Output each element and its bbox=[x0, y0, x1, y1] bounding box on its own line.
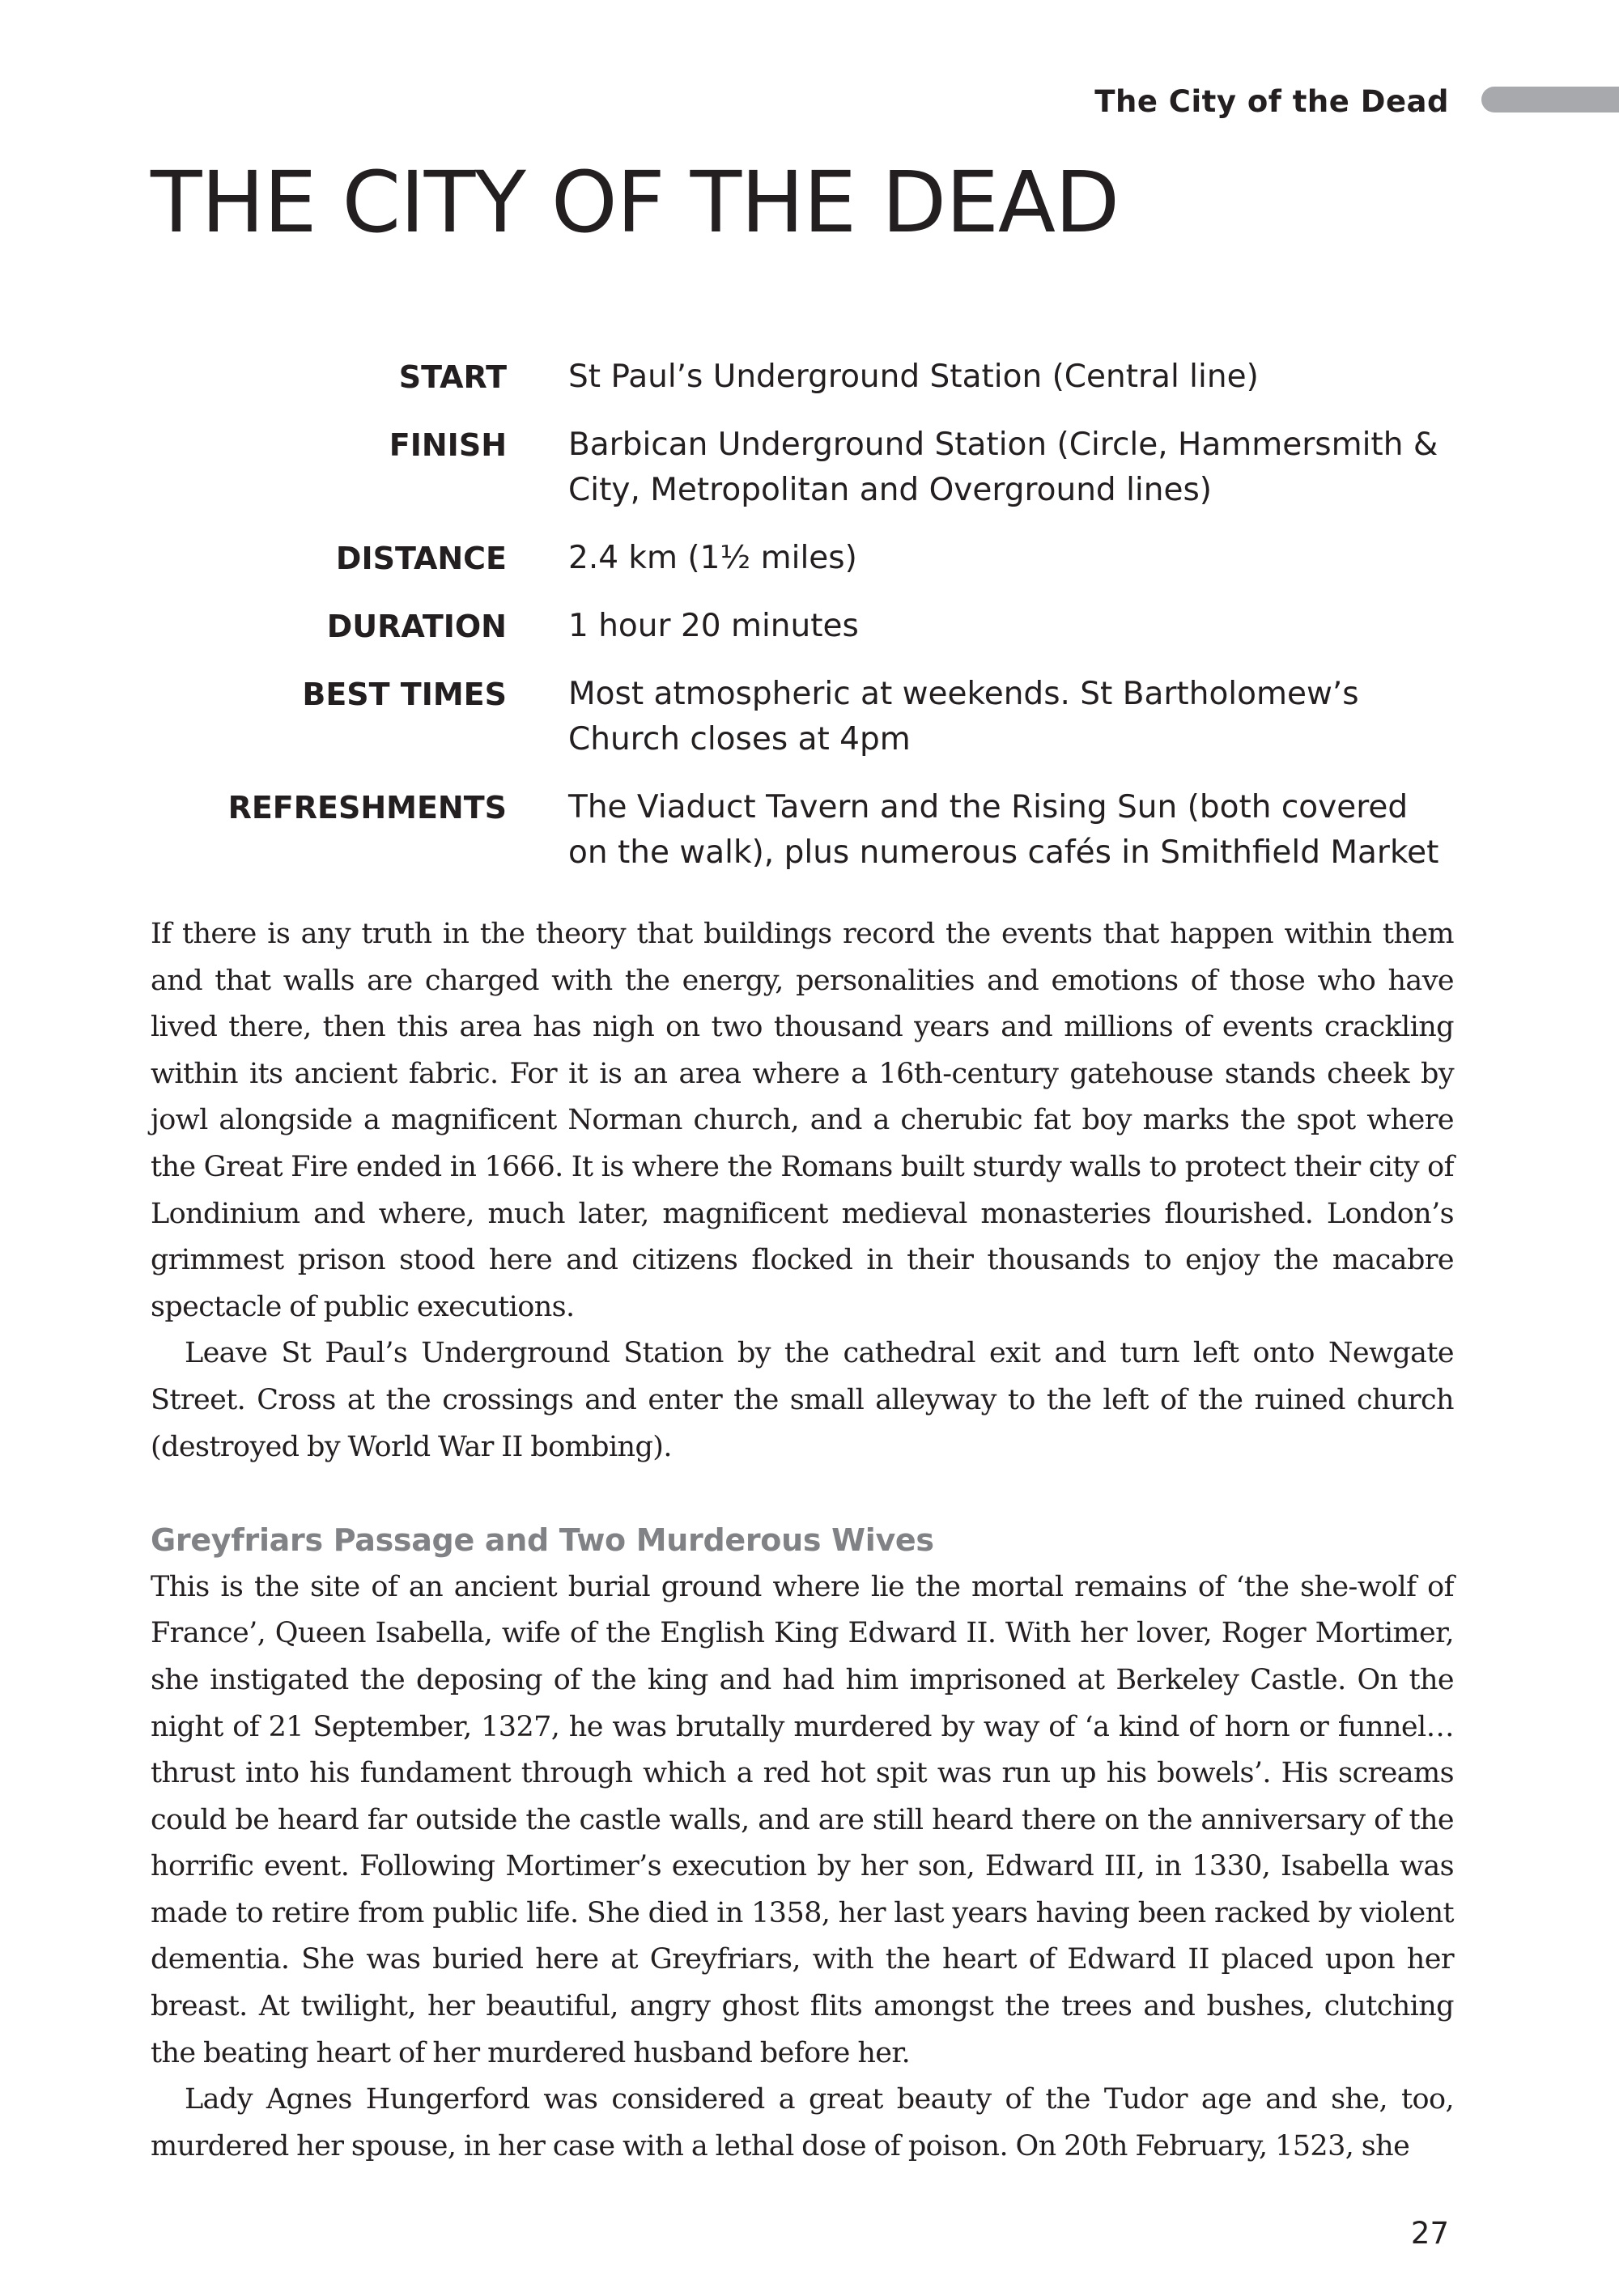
finish-value: Barbican Underground Station (Circle, Hammersmith & City, Metropolitan and Overground lines) bbox=[568, 427, 1438, 508]
walk-info-row-distance bbox=[151, 536, 1454, 581]
walk-info-table bbox=[151, 354, 1454, 898]
start-label: START bbox=[398, 359, 507, 395]
section-paragraph: This is the site of an ancient burial ground where lie the mortal remains of ‘the she-wolf of France’, Queen Isabella, wife of the English King Edward II. With her lover, Roger Mortimer, she instigated the deposing of the king and had him imprisoned at Berkeley Castle. On the night of 21 September, 1327, he was brutally murdered by way of ‘a kind of horn or funnel… thrust into his fundament through which a red hot spit was run up his bowels’. His screams could be heard far outside the castle walls, and are still heard there on the anniversary of the horrific event. Following Mortimer’s execution by her son, Edward III, in 1330, Isabella was made to retire from public life. She died in 1358, her last years having been racked by violent dementia. She was buried here at Greyfriars, with the heart of Edward II placed upon her breast. At twilight, her beautiful, angry ghost flits amongst the trees and bushes, clutching the beating heart of her murdered husband before her. bbox=[151, 1570, 1454, 2069]
refreshments-label: REFRESHMENTS bbox=[227, 790, 507, 825]
distance-label: DISTANCE bbox=[335, 541, 507, 576]
distance-value: 2.4 km (1½ miles) bbox=[568, 540, 857, 576]
start-value: St Paul’s Underground Station (Central line) bbox=[568, 359, 1259, 395]
page-number: 27 bbox=[1410, 2216, 1449, 2251]
running-head: The City of the Dead bbox=[1094, 84, 1449, 119]
refreshments-value: The Viaduct Tavern and the Rising Sun (both covered on the walk), plus numerous cafés in Smithfield Market bbox=[568, 789, 1439, 871]
walk-info-row-finish bbox=[151, 422, 1454, 513]
finish-label: FINISH bbox=[389, 427, 507, 463]
chapter-title: THE CITY OF THE DEAD bbox=[151, 153, 1120, 252]
walk-info-row-best-times bbox=[151, 672, 1454, 762]
duration-label: DURATION bbox=[326, 609, 507, 644]
walk-info-row-duration bbox=[151, 604, 1454, 649]
best-times-label: BEST TIMES bbox=[302, 677, 507, 712]
walk-info-row-start bbox=[151, 354, 1454, 400]
body-text bbox=[151, 911, 1454, 2170]
chapter-tab-marker bbox=[1481, 87, 1619, 112]
section-paragraph: Lady Agnes Hungerford was considered a great beauty of the Tudor age and she, too, murdered her spouse, in her case with a lethal dose of poison. On 20th February, 1523, she bbox=[151, 2083, 1454, 2162]
duration-value: 1 hour 20 minutes bbox=[568, 608, 859, 644]
directions-paragraph: Leave St Paul’s Underground Station by the cathedral exit and turn left onto Newgate Street. Cross at the crossings and enter the small alleyway to the left of the ruined church (destroyed by World War II bombing). bbox=[151, 1337, 1454, 1463]
intro-paragraph: If there is any truth in the theory that buildings record the events that happen within them and that walls are charged with the energy, personalities and emotions of those who have lived there, then this area has nigh on two thousand years and millions of events crackling within its ancient fabric. For it is an area where a 16th-century gatehouse stands cheek by jowl alongside a magnificent Norman church, and a cherubic fat boy marks the spot where the Great Fire ended in 1666. It is where the Romans built sturdy walls to protect their city of Londinium and where, much later, magnificent medieval monasteries flourished. London’s grimmest prison stood here and citizens flocked in their thousands to enjoy the macabre spectacle of public executions. bbox=[151, 918, 1454, 1323]
section-heading: Greyfriars Passage and Two Murderous Wives bbox=[151, 1522, 934, 1559]
best-times-value: Most atmospheric at weekends. St Bartholomew’s Church closes at 4pm bbox=[568, 676, 1359, 758]
walk-info-row-refreshments bbox=[151, 785, 1454, 876]
